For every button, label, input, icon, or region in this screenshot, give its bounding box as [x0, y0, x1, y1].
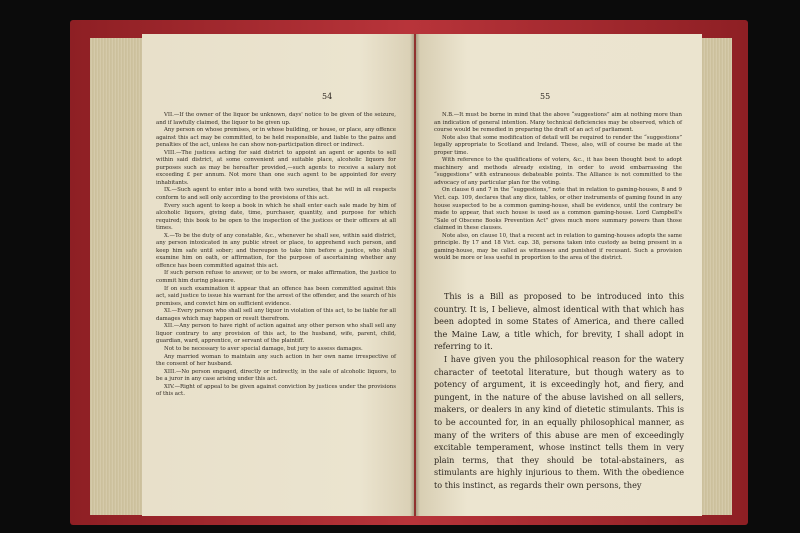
paragraph: Any married woman to maintain any such action in her own name irrespective of the consent of her husband. [156, 353, 396, 368]
paragraph: XIV.—Right of appeal to be given against conviction by justices under the provisions of this act. [156, 383, 396, 398]
page-number-right: 55 [540, 92, 551, 101]
paragraph: Note also, on clause 10, that a recent act in relation to gaming-houses adopts the same principle. By 17 and 18 Vict. cap. 38, persons taken into custody as being present in a gaming-house, may be called as witnesses and punished if recusant. Such a provision would be more or less useful in proportion to the area of the district. [434, 232, 682, 262]
right-page [416, 34, 702, 516]
paragraph: X.—To be the duty of any constable, &c., whenever he shall see, within said district, any person intoxicated in any public street or place, to apprehend such person, and keep him safe until sober; and thereupon to take him before a justice, who shall examine him on oath, or affirmation, for the purpose of ascertaining whether any offence has been committed against this act. [156, 232, 396, 269]
paragraph: XI.—Every person who shall sell any liquor in violation of this act, to be liable for all damages which may happen or result therefrom. [156, 308, 396, 322]
paragraph: This is a Bill as proposed to be introduced into this country. It is, I believe, almost identical with that which has been adopted in some States of America, and there called the Maine Law, a title which, for brevity, I shall adopt in referring to it. [434, 291, 684, 352]
paragraph: Every such agent to keep a book in which he shall enter each sale made by him of alcoholic liquors, giving date, time, purchaser, quantity, and purpose for which required; this book to be open to the inspection of the justices or their officers at all times. [156, 202, 396, 232]
left-page [142, 34, 414, 516]
paragraph: Note also that some modification of detail will be required to render the “suggestions” legally appropriate to Scotland and Ireland. These, also, will of course be made at the proper time. [434, 134, 682, 156]
paragraph: IX.—Such agent to enter into a bond with two sureties, that he will in all respects conform to and sell only according to the provisions of this act. [156, 187, 396, 202]
paragraph: If such person refuse to answer, or to be sworn, or make affirmation, the justice to commit him during pleasure. [156, 270, 396, 285]
paragraph: With reference to the qualifications of voters, &c., it has been thought best to adopt machinery and methods already existing, in order to avoid embarrassing the “suggestions” with extraneous debateable points. The Alliance is not committed to the advocacy of any particular plan for the voting. [434, 157, 682, 186]
paragraph: Any person on whose premises, or in whose building, or house, or place, any offence against this act may be committed, to be held responsible, and liable to the pains and penalties of the act, unless he can show non-participation direct or indirect. [156, 127, 396, 149]
paragraph: On clause 6 and 7 in the “suggestions,” note that in relation to gaming-houses, 8 and 9 Vict. cap. 109, declares that any dice, tables, or other instruments of gaming found in any house suspected to be a common gaming-house, shall be evidence, until the contrary be made to appear, that such house is used as a common gaming-house. Lord Campbell's “Sale of Obscene Books Prevention Act” gives much more summary powers than those claimed in these clauses. [434, 187, 682, 232]
left-page-text [156, 112, 396, 399]
open-book [70, 20, 748, 525]
paragraph: N.B.—It must be borne in mind that the above “suggestions” aim at nothing more than an indication of general intention. Many technical deficiencies may be observed, which of course would be remedied in preparing the draft of an act of parliament. [434, 112, 682, 134]
page-edges-right [700, 38, 732, 515]
paragraph: VIII.—The justices acting for said district to appoint an agent or agents to sell within said district, at some convenient and suitable place, alcoholic liquors for purposes such as may be hereafter provided,—such agents to receive a salary not exceeding £ per annum. Not more than one such agent to be appointed for every inhabitants. [156, 149, 396, 186]
paragraph: If on such examination it appear that an offence has been committed against this act, said justice to issue his warrant for the arrest of the offender, and the search of his premises, and convict him on sufficient evidence. [156, 285, 396, 307]
paragraph: XII.—Any person to have right of action against any other person who shall sell any liquor contrary to any provision of this act, to the husband, wife, parent, child, guardian, ward, apprentice, or servant of the plaintiff. [156, 323, 396, 345]
paragraph: XIII.—No person engaged, directly or indirectly, in the sale of alcoholic liquors, to be a juror in any case arising under this act. [156, 368, 396, 383]
right-page-body [434, 290, 684, 492]
paragraph: VII.—If the owner of the liquor be unknown, days' notice to be given of the seizure, and if lawfully claimed, the liquor to be given up. [156, 112, 396, 126]
paragraph: I have given you the philosophical reason for the watery character of teetotal literature, but though watery as to potency of argument, it is exceedingly hot, and fiery, and pungent, in the nature of the abuse lavished on all sellers, makers, or dealers in any kind of dietetic stimulants. This is to be accounted for, in an equally philosophical manner, as many of the writers of this abuse are men of exceedingly excitable temperament, whose instinct tells them in very plain terms, that they should be total-abstainers, as stimulants are highly injurious to them. With the obedience to this instinct, as regards their own persons, they [434, 353, 684, 490]
page-edges-left [90, 38, 145, 515]
paragraph: Not to be necessary to aver special damage, but jury to assess damages. [164, 345, 363, 352]
book-gutter [410, 34, 420, 516]
right-page-notes [434, 112, 682, 263]
page-number-left: 54 [322, 92, 333, 101]
